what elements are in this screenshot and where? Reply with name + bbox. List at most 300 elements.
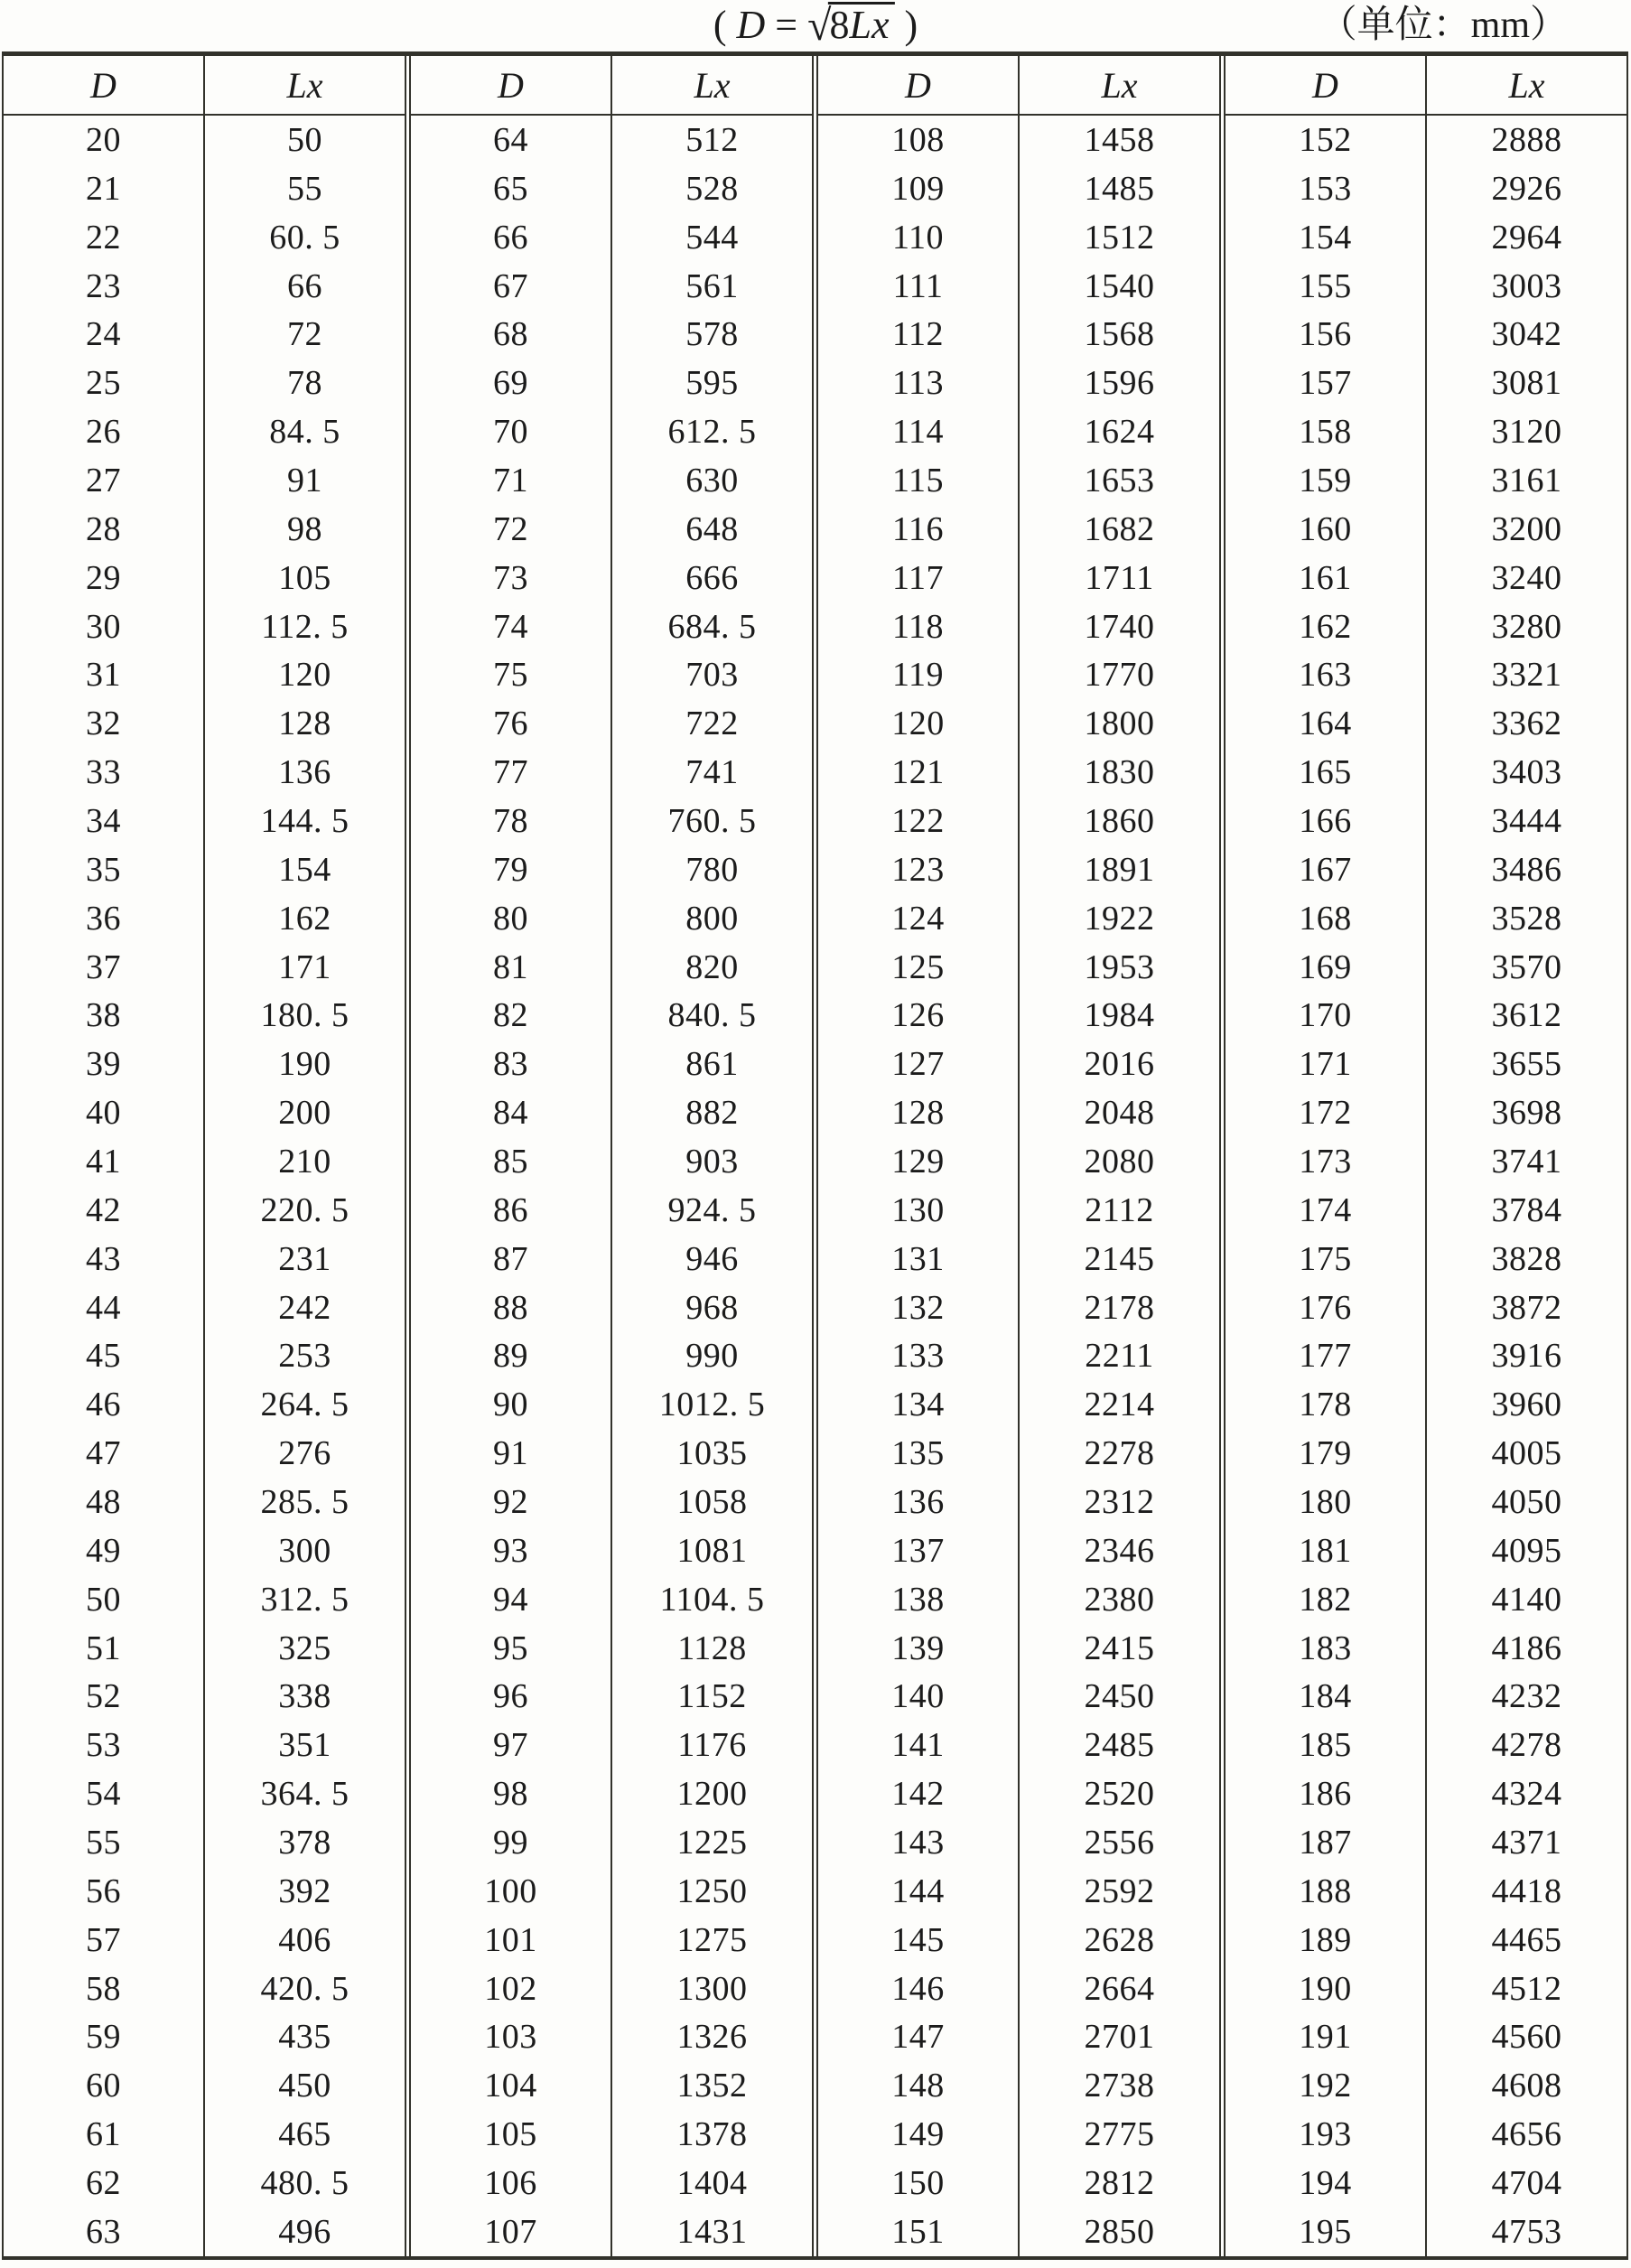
lx-value-cell: 666	[610, 554, 812, 602]
d-value-cell: 152	[1299, 120, 1352, 159]
lx-value-cell: 684. 5	[610, 602, 812, 651]
d-value-cell: 96	[493, 1677, 528, 1716]
lx-value-cell: 4005	[1425, 1429, 1626, 1478]
d-value-cell: 34	[86, 801, 121, 840]
lx-value-cell: 2926	[1425, 164, 1626, 213]
lx-value-cell: 1512	[1018, 213, 1219, 262]
table-row	[818, 1673, 1219, 1722]
lx-value-cell: 351	[203, 1721, 405, 1769]
d-value-cell: 144	[891, 1871, 945, 1910]
table-row	[411, 1916, 812, 1965]
formula-var-d: D	[736, 3, 766, 47]
lx-value-cell: 435	[203, 2013, 405, 2062]
lx-value-cell: 325	[203, 1624, 405, 1673]
lx-value-cell: 1540	[1018, 262, 1219, 311]
lx-value-cell: 200	[203, 1088, 405, 1137]
table-row	[818, 407, 1219, 456]
d-value-cell: 130	[891, 1190, 945, 1229]
d-value-cell: 40	[86, 1094, 121, 1133]
lx-value-cell: 1922	[1018, 894, 1219, 943]
d-value-cell: 165	[1299, 753, 1352, 792]
d-value-cell: 37	[86, 947, 121, 986]
table-row	[411, 845, 812, 894]
lx-value-cell: 990	[610, 1331, 812, 1380]
d-value-cell: 43	[86, 1239, 121, 1278]
lx-value-cell: 2520	[1018, 1769, 1219, 1818]
lx-value-cell: 4140	[1425, 1575, 1626, 1624]
d-value-cell: 51	[86, 1629, 121, 1667]
lx-value-cell: 4656	[1425, 2110, 1626, 2159]
table-row	[411, 116, 812, 164]
table-row	[4, 505, 405, 554]
header-row	[1226, 56, 1626, 116]
column-pair-3	[812, 56, 1219, 2256]
lx-value-cell: 3784	[1425, 1186, 1626, 1235]
lx-value-cell: 882	[610, 1088, 812, 1137]
lx-value-cell: 3403	[1425, 748, 1626, 797]
d-value-cell: 41	[86, 1142, 121, 1181]
table-row	[411, 1526, 812, 1575]
d-value-cell: 172	[1299, 1094, 1352, 1133]
lx-value-cell: 1352	[610, 2061, 812, 2110]
table-row	[1226, 164, 1626, 213]
d-value-cell: 148	[891, 2067, 945, 2105]
d-value-cell: 110	[891, 218, 945, 257]
lx-value-cell: 595	[610, 359, 812, 407]
table-row	[4, 554, 405, 602]
table-row	[818, 699, 1219, 748]
d-value-cell: 136	[891, 1482, 945, 1521]
d-value-cell: 177	[1299, 1337, 1352, 1376]
table-row	[818, 650, 1219, 699]
d-value-cell: 20	[86, 120, 121, 159]
lx-value-cell: 1104. 5	[610, 1575, 812, 1624]
table-row	[411, 310, 812, 359]
header-row	[4, 56, 405, 116]
lx-value-cell: 3828	[1425, 1235, 1626, 1283]
table-row	[411, 359, 812, 407]
lx-value-cell: 1740	[1018, 602, 1219, 651]
lx-value-cell: 171	[203, 943, 405, 992]
d-value-cell: 161	[1299, 558, 1352, 597]
table-row	[818, 2207, 1219, 2256]
d-value-cell: 24	[86, 315, 121, 354]
d-value-cell: 81	[493, 947, 528, 986]
d-value-cell: 87	[493, 1239, 528, 1278]
d-value-cell: 22	[86, 218, 121, 257]
lx-value-cell: 231	[203, 1235, 405, 1283]
d-value-cell: 23	[86, 266, 121, 305]
lx-value-cell: 4232	[1425, 1673, 1626, 1722]
d-value-cell: 61	[86, 2115, 121, 2154]
lx-value-cell: 630	[610, 456, 812, 505]
lx-value-cell: 364. 5	[203, 1769, 405, 1818]
table-row	[1226, 1673, 1626, 1722]
d-value-cell: 46	[86, 1386, 121, 1424]
table-row	[411, 1283, 812, 1332]
d-value-cell: 66	[493, 218, 528, 257]
d-value-cell: 180	[1299, 1482, 1352, 1521]
column-header-d: D	[1312, 64, 1338, 106]
lx-value-cell: 3570	[1425, 943, 1626, 992]
d-value-cell: 159	[1299, 461, 1352, 499]
column-pair-1	[4, 56, 405, 2256]
table-row	[818, 359, 1219, 407]
d-value-cell: 133	[891, 1337, 945, 1376]
lx-value-cell: 760. 5	[610, 797, 812, 845]
d-value-cell: 83	[493, 1045, 528, 1084]
d-value-cell: 90	[493, 1386, 528, 1424]
table-row	[4, 1965, 405, 2013]
table-row	[1226, 262, 1626, 311]
lookup-table	[2, 51, 1628, 2260]
lx-value-cell: 1458	[1018, 116, 1219, 164]
table-row	[818, 2110, 1219, 2159]
d-value-cell: 176	[1299, 1288, 1352, 1327]
table-row	[411, 1818, 812, 1867]
table-row	[4, 1380, 405, 1429]
d-value-cell: 102	[484, 1969, 537, 2008]
table-row	[4, 262, 405, 311]
d-value-cell: 21	[86, 169, 121, 208]
d-value-cell: 109	[891, 169, 945, 208]
table-row	[411, 262, 812, 311]
lx-value-cell: 2964	[1425, 213, 1626, 262]
column-header-d: D	[90, 64, 116, 106]
table-row	[1226, 2207, 1626, 2256]
table-row	[818, 1575, 1219, 1624]
d-value-cell: 100	[484, 1871, 537, 1910]
table-row	[4, 1673, 405, 1722]
lx-value-cell: 1012. 5	[610, 1380, 812, 1429]
lx-value-cell: 2048	[1018, 1088, 1219, 1137]
table-row	[1226, 1380, 1626, 1429]
lx-value-cell: 2145	[1018, 1235, 1219, 1283]
d-value-cell: 135	[891, 1434, 945, 1473]
d-value-cell: 157	[1299, 364, 1352, 403]
lx-value-cell: 406	[203, 1916, 405, 1965]
lx-value-cell: 861	[610, 1040, 812, 1088]
lx-value-cell: 1250	[610, 1867, 812, 1916]
lx-value-cell: 3872	[1425, 1283, 1626, 1332]
table-row	[411, 164, 812, 213]
table-row	[411, 699, 812, 748]
lx-value-cell: 2664	[1018, 1965, 1219, 2013]
table-row	[411, 2061, 812, 2110]
table-row	[1226, 1867, 1626, 1916]
d-value-cell: 123	[891, 850, 945, 889]
lx-value-cell: 210	[203, 1137, 405, 1186]
d-value-cell: 128	[891, 1094, 945, 1133]
table-row	[818, 1624, 1219, 1673]
lx-value-cell: 528	[610, 164, 812, 213]
column-header-lx: Lx	[1425, 56, 1626, 114]
d-value-cell: 190	[1299, 1969, 1352, 2008]
table-row	[818, 991, 1219, 1040]
lx-value-cell: 2380	[1018, 1575, 1219, 1624]
table-row	[411, 1673, 812, 1722]
table-row	[411, 797, 812, 845]
lx-value-cell: 66	[203, 262, 405, 311]
d-value-cell: 97	[493, 1726, 528, 1765]
d-value-cell: 55	[86, 1824, 121, 1862]
d-value-cell: 107	[484, 2212, 537, 2251]
table-row	[411, 2110, 812, 2159]
table-row	[4, 2207, 405, 2256]
d-value-cell: 28	[86, 509, 121, 548]
lx-value-cell: 3444	[1425, 797, 1626, 845]
lx-value-cell: 72	[203, 310, 405, 359]
table-row	[818, 1380, 1219, 1429]
d-value-cell: 140	[891, 1677, 945, 1716]
title-strip	[0, 0, 1631, 51]
table-row	[411, 456, 812, 505]
d-value-cell: 116	[891, 509, 945, 548]
table-row	[1226, 1429, 1626, 1478]
d-value-cell: 108	[891, 120, 945, 159]
lx-value-cell: 1770	[1018, 650, 1219, 699]
d-value-cell: 169	[1299, 947, 1352, 986]
table-row	[1226, 1283, 1626, 1332]
lx-value-cell: 112. 5	[203, 602, 405, 651]
table-row	[4, 845, 405, 894]
table-row	[1226, 699, 1626, 748]
square-root	[807, 1, 894, 51]
d-value-cell: 71	[493, 461, 528, 499]
column-header-lx: Lx	[1018, 56, 1219, 114]
lx-value-cell: 1624	[1018, 407, 1219, 456]
d-value-cell: 182	[1299, 1580, 1352, 1619]
lx-value-cell: 105	[203, 554, 405, 602]
lx-value-cell: 120	[203, 650, 405, 699]
table-row	[1226, 1526, 1626, 1575]
lx-value-cell: 162	[203, 894, 405, 943]
header-row	[411, 56, 812, 116]
d-value-cell: 53	[86, 1726, 121, 1765]
table-row	[4, 602, 405, 651]
lx-value-cell: 3161	[1425, 456, 1626, 505]
table-row	[1226, 2013, 1626, 2062]
d-value-cell: 92	[493, 1482, 528, 1521]
table-row	[4, 1867, 405, 1916]
d-value-cell: 101	[484, 1920, 537, 1959]
table-row	[411, 1769, 812, 1818]
table-row	[4, 407, 405, 456]
d-value-cell: 127	[891, 1045, 945, 1084]
table-row	[818, 213, 1219, 262]
d-value-cell: 134	[891, 1386, 945, 1424]
d-value-cell: 143	[891, 1824, 945, 1862]
d-value-cell: 175	[1299, 1239, 1352, 1278]
table-row	[818, 456, 1219, 505]
d-value-cell: 104	[484, 2067, 537, 2105]
lx-value-cell: 50	[203, 116, 405, 164]
lx-value-cell: 285. 5	[203, 1478, 405, 1526]
table-row	[4, 1721, 405, 1769]
lx-value-cell: 3612	[1425, 991, 1626, 1040]
table-row	[1226, 1137, 1626, 1186]
lx-value-cell: 2812	[1018, 2159, 1219, 2207]
d-value-cell: 192	[1299, 2067, 1352, 2105]
lx-value-cell: 3003	[1425, 262, 1626, 311]
table-row	[1226, 1965, 1626, 2013]
d-value-cell: 69	[493, 364, 528, 403]
d-value-cell: 193	[1299, 2115, 1352, 2154]
lx-value-cell: 420. 5	[203, 1965, 405, 2013]
d-value-cell: 149	[891, 2115, 945, 2154]
table-row	[818, 1526, 1219, 1575]
d-value-cell: 74	[493, 607, 528, 646]
lx-value-cell: 1682	[1018, 505, 1219, 554]
column-pair-2	[405, 56, 812, 2256]
table-row	[818, 554, 1219, 602]
d-value-cell: 131	[891, 1239, 945, 1278]
d-value-cell: 150	[891, 2164, 945, 2203]
table-row	[1226, 456, 1626, 505]
table-row	[818, 505, 1219, 554]
table-row	[818, 2159, 1219, 2207]
lx-value-cell: 2178	[1018, 1283, 1219, 1332]
lx-value-cell: 2278	[1018, 1429, 1219, 1478]
d-value-cell: 105	[484, 2115, 537, 2154]
lx-value-cell: 4418	[1425, 1867, 1626, 1916]
table-row	[4, 943, 405, 992]
table-row	[1226, 797, 1626, 845]
d-value-cell: 38	[86, 996, 121, 1035]
d-value-cell: 191	[1299, 2018, 1352, 2057]
lx-value-cell: 946	[610, 1235, 812, 1283]
column-pair-4	[1219, 56, 1626, 2256]
lx-value-cell: 3120	[1425, 407, 1626, 456]
lx-value-cell: 1128	[610, 1624, 812, 1673]
d-value-cell: 151	[891, 2212, 945, 2251]
table-row	[1226, 359, 1626, 407]
table-row	[818, 1331, 1219, 1380]
table-row	[818, 116, 1219, 164]
lx-value-cell: 312. 5	[203, 1575, 405, 1624]
table-row	[4, 1429, 405, 1478]
lx-value-cell: 3698	[1425, 1088, 1626, 1137]
lx-value-cell: 968	[610, 1283, 812, 1332]
lx-value-cell: 1152	[610, 1673, 812, 1722]
table-row	[4, 164, 405, 213]
lx-value-cell: 3362	[1425, 699, 1626, 748]
d-value-cell: 77	[493, 753, 528, 792]
d-value-cell: 106	[484, 2164, 537, 2203]
table-row	[4, 1331, 405, 1380]
d-value-cell: 89	[493, 1337, 528, 1376]
d-value-cell: 117	[891, 558, 945, 597]
d-value-cell: 115	[891, 461, 945, 499]
d-value-cell: 153	[1299, 169, 1352, 208]
lx-value-cell: 800	[610, 894, 812, 943]
table-row	[4, 1624, 405, 1673]
header-row	[818, 56, 1219, 116]
lx-value-cell: 1711	[1018, 554, 1219, 602]
d-value-cell: 146	[891, 1969, 945, 2008]
d-value-cell: 167	[1299, 850, 1352, 889]
lx-value-cell: 2628	[1018, 1916, 1219, 1965]
lx-value-cell: 2556	[1018, 1818, 1219, 1867]
table-row	[818, 1137, 1219, 1186]
lx-value-cell: 924. 5	[610, 1186, 812, 1235]
d-value-cell: 73	[493, 558, 528, 597]
lx-value-cell: 2016	[1018, 1040, 1219, 1088]
d-value-cell: 166	[1299, 801, 1352, 840]
table-row	[1226, 2159, 1626, 2207]
table-row	[411, 1965, 812, 2013]
table-row	[411, 1137, 812, 1186]
lx-value-cell: 55	[203, 164, 405, 213]
lx-value-cell: 1404	[610, 2159, 812, 2207]
d-value-cell: 63	[86, 2212, 121, 2251]
d-value-cell: 88	[493, 1288, 528, 1327]
table-row	[411, 1624, 812, 1673]
table-row	[818, 1769, 1219, 1818]
d-value-cell: 129	[891, 1142, 945, 1181]
table-row	[411, 2013, 812, 2062]
lx-value-cell: 1891	[1018, 845, 1219, 894]
lx-value-cell: 180. 5	[203, 991, 405, 1040]
d-value-cell: 84	[493, 1094, 528, 1133]
table-row	[4, 1526, 405, 1575]
lx-value-cell: 84. 5	[203, 407, 405, 456]
radical-icon: √	[807, 2, 832, 50]
lx-value-cell: 2701	[1018, 2013, 1219, 2062]
lx-value-cell: 1431	[610, 2207, 812, 2256]
table-row	[1226, 1088, 1626, 1137]
d-value-cell: 75	[493, 656, 528, 695]
lx-value-cell: 1326	[610, 2013, 812, 2062]
equals-sign: =	[765, 3, 808, 47]
d-value-cell: 54	[86, 1775, 121, 1814]
lx-value-cell: 465	[203, 2110, 405, 2159]
d-value-cell: 29	[86, 558, 121, 597]
lx-value-cell: 1860	[1018, 797, 1219, 845]
lx-value-cell: 1984	[1018, 991, 1219, 1040]
lx-value-cell: 4324	[1425, 1769, 1626, 1818]
d-value-cell: 164	[1299, 705, 1352, 743]
table-row	[818, 1040, 1219, 1088]
table-row	[818, 1721, 1219, 1769]
table-row	[4, 1137, 405, 1186]
table-row	[1226, 1916, 1626, 1965]
lx-value-cell: 722	[610, 699, 812, 748]
d-value-cell: 49	[86, 1531, 121, 1570]
paren-close: )	[904, 3, 918, 47]
table-row	[818, 894, 1219, 943]
d-value-cell: 95	[493, 1629, 528, 1667]
table-row	[1226, 116, 1626, 164]
d-value-cell: 64	[493, 120, 528, 159]
table-row	[4, 1769, 405, 1818]
d-value-cell: 185	[1299, 1726, 1352, 1765]
table-row	[4, 1040, 405, 1088]
lx-value-cell: 220. 5	[203, 1186, 405, 1235]
lx-value-cell: 144. 5	[203, 797, 405, 845]
d-value-cell: 32	[86, 705, 121, 743]
lx-value-cell: 128	[203, 699, 405, 748]
lx-value-cell: 4753	[1425, 2207, 1626, 2256]
table-row	[818, 1478, 1219, 1526]
lx-value-cell: 4278	[1425, 1721, 1626, 1769]
lx-value-cell: 136	[203, 748, 405, 797]
lx-value-cell: 544	[610, 213, 812, 262]
table-row	[4, 456, 405, 505]
d-value-cell: 103	[484, 2018, 537, 2057]
table-row	[1226, 1818, 1626, 1867]
table-row	[1226, 1186, 1626, 1235]
